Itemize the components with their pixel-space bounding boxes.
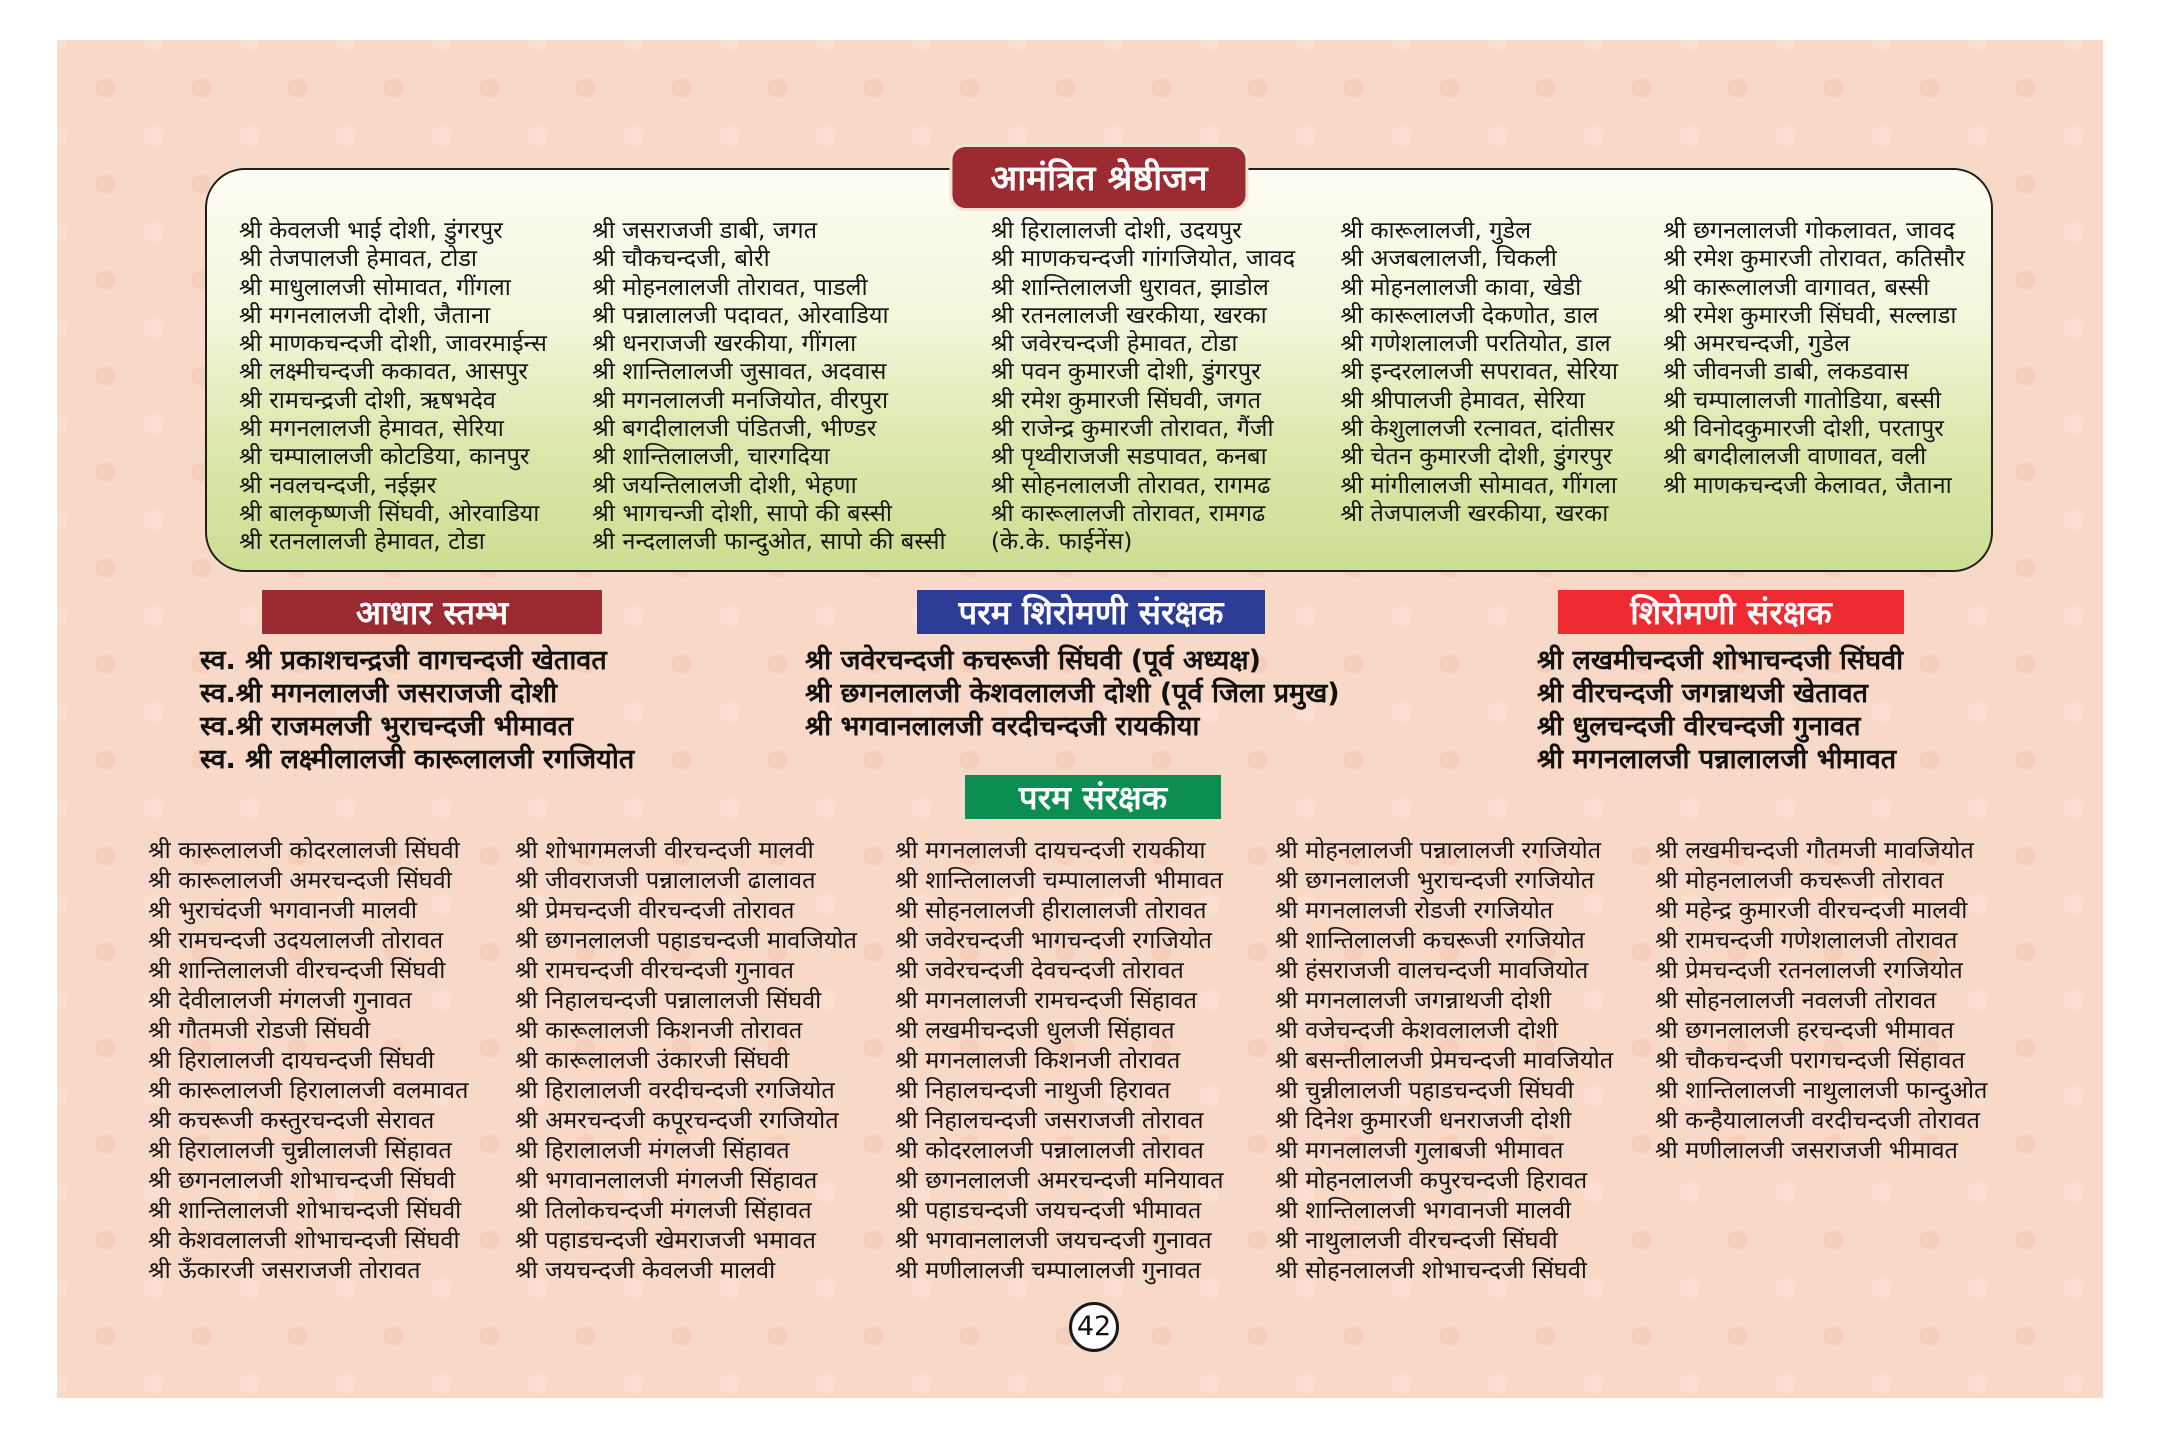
invited-name-line: श्री राजेन्द्र कुमारजी तोरावत, गैंजी	[990, 414, 1274, 443]
invited-name-line: श्री रामचन्द्रजी दोशी, ऋषभदेव	[239, 385, 496, 414]
invited-name-line: श्री पृथ्वीराजजी सडपावत, कनबा	[990, 442, 1267, 471]
param-sanrakshak-column-5	[1655, 835, 1987, 1165]
invited-name-line: श्री नन्दलालजी फान्दुओत, सापो की बस्सी	[592, 527, 946, 556]
invited-name-line: श्री बगदीलालजी वाणावत, वली	[1663, 442, 1927, 471]
aadhar-name-line: स्व. श्री प्रकाशचन्द्रजी वागचन्दजी खेतावत	[200, 645, 607, 676]
invited-name-line: श्री चौकचन्दजी, बोरी	[592, 244, 770, 273]
invited-name-line: श्री नवलचन्दजी, नईझर	[239, 470, 437, 499]
invited-name-line: श्री शान्तिलालजी धुरावत, झाडोल	[990, 272, 1269, 301]
invited-name-line: श्री तेजपालजी हेमावत, टोडा	[239, 244, 477, 273]
shiromani-header: शिरोमणी संरक्षक	[1558, 590, 1904, 634]
invited-name-line: श्री चेतन कुमारजी दोशी, डुंगरपुर	[1340, 442, 1613, 471]
sanrakshak-name-line: श्री शान्तिलालजी शोभाचन्दजी सिंघवी	[148, 1196, 462, 1224]
sanrakshak-name-line: श्री जवेरचन्दजी देवचन्दजी तोरावत	[895, 956, 1184, 984]
invited-name-line: श्री रतनलालजी खरकीया, खरका	[990, 300, 1267, 329]
sanrakshak-name-line: श्री मणीलालजी चम्पालालजी गुनावत	[895, 1256, 1201, 1284]
sanrakshak-name-line: श्री शोभागमलजी वीरचन्दजी मालवी	[515, 836, 814, 864]
sanrakshak-name-line: श्री शान्तिलालजी वीरचन्दजी सिंघवी	[148, 956, 446, 984]
page-background	[57, 40, 2103, 1398]
invited-name-line: श्री मगनलालजी दोशी, जैताना	[239, 300, 491, 329]
invited-name-line: श्री मांगीलालजी सोमावत, गींगला	[1340, 470, 1617, 499]
sanrakshak-name-line: श्री कारूलालजी कोदरलालजी सिंघवी	[148, 836, 460, 864]
sanrakshak-name-line: श्री वजेचन्दजी केशवलालजी दोशी	[1275, 1016, 1559, 1044]
invited-name-line: श्री शान्तिलालजी जुसावत, अदवास	[592, 357, 887, 386]
sanrakshak-name-line: श्री हिरालालजी चुन्नीलालजी सिंहावत	[148, 1136, 452, 1164]
invited-name-line: श्री मोहनलालजी कावा, खेडी	[1340, 272, 1582, 301]
invited-column-5	[1663, 216, 1965, 556]
aadhar-stambh-list	[200, 644, 634, 776]
sanrakshak-name-line: श्री रामचन्दजी वीरचन्दजी गुनावत	[515, 956, 794, 984]
sanrakshak-name-line: श्री जीवराजजी पन्नालालजी ढालावत	[515, 866, 816, 894]
sanrakshak-name-line: श्री छगनलालजी अमरचन्दजी मनियावत	[895, 1166, 1224, 1194]
invited-name-line: श्री तेजपालजी खरकीया, खरका	[1340, 498, 1609, 527]
shiromani-name-line: श्री धुलचन्दजी वीरचन्दजी गुनावत	[1537, 711, 1861, 742]
sanrakshak-name-line: श्री सोहनलालजी हीरालालजी तोरावत	[895, 896, 1207, 924]
sanrakshak-name-line: श्री शान्तिलालजी नाथुलालजी फान्दुओत	[1655, 1076, 1988, 1104]
invited-name-line: श्री मगनलालजी मनजियोत, वीरपुरा	[592, 385, 889, 414]
sanrakshak-name-line: श्री छगनलालजी भुराचन्दजी रगजियोत	[1275, 866, 1595, 894]
sanrakshak-name-line: श्री सोहनलालजी शोभाचन्दजी सिंघवी	[1275, 1256, 1587, 1284]
invited-column-4	[1340, 216, 1618, 556]
invited-dignitaries-title: आमंत्रित श्रेष्ठीजन	[949, 144, 1248, 211]
invited-column-1	[239, 216, 547, 556]
invited-name-line: श्री श्रीपालजी हेमावत, सेरिया	[1340, 385, 1585, 414]
aadhar-name-line: स्व. श्री लक्ष्मीलालजी कारूलालजी रगजियोत	[200, 744, 635, 775]
invited-name-line: श्री रमेश कुमारजी सिंघवी, जगत	[990, 385, 1261, 414]
aadhar-name-line: स्व.श्री राजमलजी भुराचन्दजी भीमावत	[200, 711, 574, 742]
invited-name-line: श्री पन्नालालजी पदावत, ओरवाडिया	[592, 300, 889, 329]
sanrakshak-name-line: श्री देवीलालजी मंगलजी गुनावत	[148, 986, 412, 1014]
shiromani-list	[1537, 644, 1903, 776]
sanrakshak-name-line: श्री मगनलालजी रामचन्दजी सिंहावत	[895, 986, 1197, 1014]
sanrakshak-name-line: श्री कचरूजी कस्तुरचन्दजी सेरावत	[148, 1106, 435, 1134]
sanrakshak-name-line: श्री मगनलालजी किशनजी तोरावत	[895, 1046, 1181, 1074]
invited-name-line: श्री हिरालालजी दोशी, उदयपुर	[990, 216, 1242, 244]
sanrakshak-name-line: श्री सोहनलालजी नवलजी तोरावत	[1655, 986, 1937, 1014]
sanrakshak-name-line: श्री लखमीचन्दजी धुलजी सिंहावत	[895, 1016, 1175, 1044]
aadhar-name-line: स्व.श्री मगनलालजी जसराजजी दोशी	[200, 678, 558, 709]
sanrakshak-name-line: श्री ऊँकारजी जसराजजी तोरावत	[148, 1256, 421, 1284]
invited-name-line: श्री छगनलालजी गोकलावत, जावद	[1663, 216, 1955, 244]
param-shiromani-name-line: श्री जवेरचन्दजी कचरूजी सिंघवी (पूर्व अध्यक्ष)	[805, 645, 1261, 676]
invited-name-line: श्री रमेश कुमारजी तोरावत, कतिसौर	[1663, 244, 1965, 273]
invited-name-line: श्री मोहनलालजी तोरावत, पाडली	[592, 272, 868, 301]
sanrakshak-name-line: श्री मोहनलालजी कचरूजी तोरावत	[1655, 866, 1944, 894]
sanrakshak-name-line: श्री छगनलालजी हरचन्दजी भीमावत	[1655, 1016, 1954, 1044]
invited-name-line: श्री जसराजजी डाबी, जगत	[592, 216, 817, 244]
invited-name-line: श्री धनराजजी खरकीया, गींगला	[592, 329, 857, 358]
sanrakshak-name-line: श्री रामचन्दजी गणेशलालजी तोरावत	[1655, 926, 1958, 954]
param-sanrakshak-column-4	[1275, 835, 1613, 1285]
invited-name-line: श्री जवेरचन्दजी हेमावत, टोडा	[990, 329, 1238, 358]
sanrakshak-name-line: श्री भगवानलालजी जयचन्दजी गुनावत	[895, 1226, 1212, 1254]
param-sanrakshak-header: परम संरक्षक	[965, 775, 1221, 819]
sanrakshak-name-line: श्री अमरचन्दजी कपूरचन्दजी रगजियोत	[515, 1106, 839, 1134]
sanrakshak-name-line: श्री नाथुलालजी वीरचन्दजी सिंघवी	[1275, 1226, 1558, 1254]
invited-name-line: श्री कारूलालजी देकणोत, डाल	[1340, 300, 1599, 329]
invited-name-line: श्री मगनलालजी हेमावत, सेरिया	[239, 414, 504, 443]
sanrakshak-name-line: श्री मगनलालजी रोडजी रगजियोत	[1275, 896, 1554, 924]
sanrakshak-name-line: श्री कन्हैयालालजी वरदीचन्दजी तोरावत	[1655, 1106, 1980, 1134]
shiromani-name-line: श्री मगनलालजी पन्नालालजी भीमावत	[1537, 744, 1897, 775]
sanrakshak-name-line: श्री निहालचन्दजी पन्नालालजी सिंघवी	[515, 986, 822, 1014]
invited-name-line: श्री कारूलालजी वागावत, बस्सी	[1663, 272, 1930, 301]
invited-name-line: श्री बालकृष्णजी सिंघवी, ओरवाडिया	[239, 498, 540, 527]
sanrakshak-name-line: श्री महेन्द्र कुमारजी वीरचन्दजी मालवी	[1655, 896, 1968, 924]
invited-name-line: श्री भागचन्जी दोशी, सापो की बस्सी	[592, 498, 892, 527]
sanrakshak-name-line: श्री कारूलालजी किशनजी तोरावत	[515, 1016, 803, 1044]
sanrakshak-name-line: श्री चौकचन्दजी परागचन्दजी सिंहावत	[1655, 1046, 1965, 1074]
invited-name-line: श्री माणकचन्दजी दोशी, जावरमाईन्स	[239, 329, 547, 358]
invited-name-line: श्री इन्दरलालजी सपरावत, सेरिया	[1340, 357, 1618, 386]
sanrakshak-name-line: श्री शान्तिलालजी कचरूजी रगजियोत	[1275, 926, 1585, 954]
sanrakshak-name-line: श्री छगनलालजी शोभाचन्दजी सिंघवी	[148, 1166, 456, 1194]
sanrakshak-name-line: श्री हिरालालजी मंगलजी सिंहावत	[515, 1136, 790, 1164]
sanrakshak-name-line: श्री मोहनलालजी कपुरचन्दजी हिरावत	[1275, 1166, 1588, 1194]
invited-name-line: श्री पवन कुमारजी दोशी, डुंगरपुर	[990, 357, 1261, 386]
invited-name-line: श्री केवलजी भाई दोशी, डुंगरपुर	[239, 216, 503, 244]
sanrakshak-name-line: श्री तिलोकचन्दजी मंगलजी सिंहावत	[515, 1196, 812, 1224]
invited-name-line: श्री कारूलालजी, गुडेल	[1340, 216, 1532, 244]
sanrakshak-name-line: श्री दिनेश कुमारजी धनराजजी दोशी	[1275, 1106, 1572, 1134]
sanrakshak-name-line: श्री कोदरलालजी पन्नालालजी तोरावत	[895, 1136, 1204, 1164]
sanrakshak-name-line: श्री पहाडचन्दजी खेमराजजी भमावत	[515, 1226, 816, 1254]
page-number-badge: 42	[1069, 1302, 1119, 1352]
invited-name-line: श्री अजबलालजी, चिकली	[1340, 244, 1557, 273]
sanrakshak-name-line: श्री जयचन्दजी केवलजी मालवी	[515, 1256, 776, 1284]
param-sanrakshak-column-3	[895, 835, 1224, 1285]
sanrakshak-name-line: श्री शान्तिलालजी चम्पालालजी भीमावत	[895, 866, 1223, 894]
param-shiromani-name-line: श्री छगनलालजी केशवलालजी दोशी (पूर्व जिला प्रमुख)	[805, 678, 1340, 709]
invited-name-line: श्री बगदीलालजी पंडितजी, भीण्डर	[592, 414, 877, 443]
invited-name-line: श्री शान्तिलालजी, चारगदिया	[592, 442, 830, 471]
invited-name-line: श्री माधुलालजी सोमावत, गींगला	[239, 272, 511, 301]
shiromani-name-line: श्री वीरचन्दजी जगन्नाथजी खेतावत	[1537, 678, 1868, 709]
sanrakshak-name-line: श्री हिरालालजी वरदीचन्दजी रगजियोत	[515, 1076, 835, 1104]
invited-name-line: श्री माणकचन्दजी गांगजियोत, जावद	[990, 244, 1296, 273]
sanrakshak-name-line: श्री कारूलालजी उंकारजी सिंघवी	[515, 1046, 790, 1074]
invited-name-line: श्री जयन्तिलालजी दोशी, भेहणा	[592, 470, 857, 499]
sanrakshak-name-line: श्री शान्तिलालजी भगवानजी मालवी	[1275, 1196, 1572, 1224]
invited-name-line: श्री गणेशलालजी परतियोत, डाल	[1340, 329, 1611, 358]
sanrakshak-name-line: श्री मगनलालजी जगन्नाथजी दोशी	[1275, 986, 1552, 1014]
sanrakshak-name-line: श्री बसन्तीलालजी प्रेमचन्दजी मावजियोत	[1275, 1046, 1614, 1074]
sanrakshak-name-line: श्री कारूलालजी हिरालालजी वलमावत	[148, 1076, 469, 1104]
sanrakshak-name-line: श्री निहालचन्दजी नाथुजी हिरावत	[895, 1076, 1171, 1104]
sanrakshak-name-line: श्री जवेरचन्दजी भागचन्दजी रगजियोत	[895, 926, 1212, 954]
param-sanrakshak-column-2	[515, 835, 857, 1285]
aadhar-stambh-header: आधार स्तम्भ	[262, 590, 602, 634]
sanrakshak-name-line: श्री भुराचंदजी भगवानजी मालवी	[148, 896, 417, 924]
invited-name-line: श्री चम्पालालजी गातोडिया, बस्सी	[1663, 385, 1942, 414]
invited-name-line: श्री रमेश कुमारजी सिंघवी, सल्लाडा	[1663, 300, 1957, 329]
invited-name-line: श्री अमरचन्दजी, गुडेल	[1663, 329, 1850, 358]
sanrakshak-name-line: श्री हंसराजजी वालचन्दजी मावजियोत	[1275, 956, 1589, 984]
invited-dignitaries-columns	[239, 216, 1965, 556]
sanrakshak-name-line: श्री मोहनलालजी पन्नालालजी रगजियोत	[1275, 836, 1602, 864]
param-shiromani-list	[805, 644, 1340, 743]
param-shiromani-name-line: श्री भगवानलालजी वरदीचन्दजी रायकीया	[805, 711, 1200, 742]
sanrakshak-name-line: श्री भगवानलालजी मंगलजी सिंहावत	[515, 1166, 818, 1194]
invited-name-line: श्री कारूलालजी तोरावत, रामगढ	[990, 498, 1266, 527]
sanrakshak-name-line: श्री मगनलालजी गुलाबजी भीमावत	[1275, 1136, 1564, 1164]
sanrakshak-name-line: श्री रामचन्दजी उदयलालजी तोरावत	[148, 926, 444, 954]
invited-name-line: श्री चम्पालालजी कोटडिया, कानपुर	[239, 442, 530, 471]
sanrakshak-name-line: श्री पहाडचन्दजी जयचन्दजी भीमावत	[895, 1196, 1202, 1224]
param-shiromani-header: परम शिरोमणी संरक्षक	[917, 590, 1265, 634]
invited-name-line: श्री माणकचन्दजी केलावत, जैताना	[1663, 470, 1952, 499]
invited-name-line: श्री लक्ष्मीचन्दजी ककावत, आसपुर	[239, 357, 528, 386]
invited-name-line: श्री जीवनजी डाबी, लकडवास	[1663, 357, 1909, 386]
sanrakshak-name-line: श्री मगनलालजी दायचन्दजी रायकीया	[895, 836, 1206, 864]
invited-column-3	[991, 216, 1295, 556]
invited-name-line: श्री रतनलालजी हेमावत, टोडा	[239, 527, 485, 556]
sanrakshak-name-line: श्री केशवलालजी शोभाचन्दजी सिंघवी	[148, 1226, 460, 1254]
invited-column-2	[592, 216, 946, 556]
sanrakshak-name-line: श्री लखमीचन्दजी गौतमजी मावजियोत	[1655, 836, 1974, 864]
invited-name-line: (के.के. फाईनेंस)	[990, 527, 1133, 556]
sanrakshak-name-line: श्री हिरालालजी दायचन्दजी सिंघवी	[148, 1046, 435, 1074]
sanrakshak-name-line: श्री छगनलालजी पहाडचन्दजी मावजियोत	[515, 926, 857, 954]
sanrakshak-name-line: श्री प्रेमचन्दजी रतनलालजी रगजियोत	[1655, 956, 1963, 984]
param-sanrakshak-column-1	[148, 835, 468, 1285]
invited-name-line: श्री केशुलालजी रत्नावत, दांतीसर	[1340, 414, 1615, 443]
invited-dignitaries-box	[205, 159, 1993, 572]
shiromani-name-line: श्री लखमीचन्दजी शोभाचन्दजी सिंघवी	[1537, 645, 1904, 676]
sanrakshak-name-line: श्री गौतमजी रोडजी सिंघवी	[148, 1016, 371, 1044]
sanrakshak-name-line: श्री मणीलालजी जसराजजी भीमावत	[1655, 1136, 1958, 1164]
sanrakshak-name-line: श्री कारूलालजी अमरचन्दजी सिंघवी	[148, 866, 452, 894]
invited-name-line: श्री विनोदकुमारजी दोशी, परतापुर	[1663, 414, 1944, 443]
sanrakshak-name-line: श्री चुन्नीलालजी पहाडचन्दजी सिंघवी	[1275, 1076, 1574, 1104]
invited-name-line: श्री सोहनलालजी तोरावत, रागमढ	[990, 470, 1271, 499]
sanrakshak-name-line: श्री प्रेमचन्दजी वीरचन्दजी तोरावत	[515, 896, 795, 924]
sanrakshak-name-line: श्री निहालचन्दजी जसराजजी तोरावत	[895, 1106, 1204, 1134]
